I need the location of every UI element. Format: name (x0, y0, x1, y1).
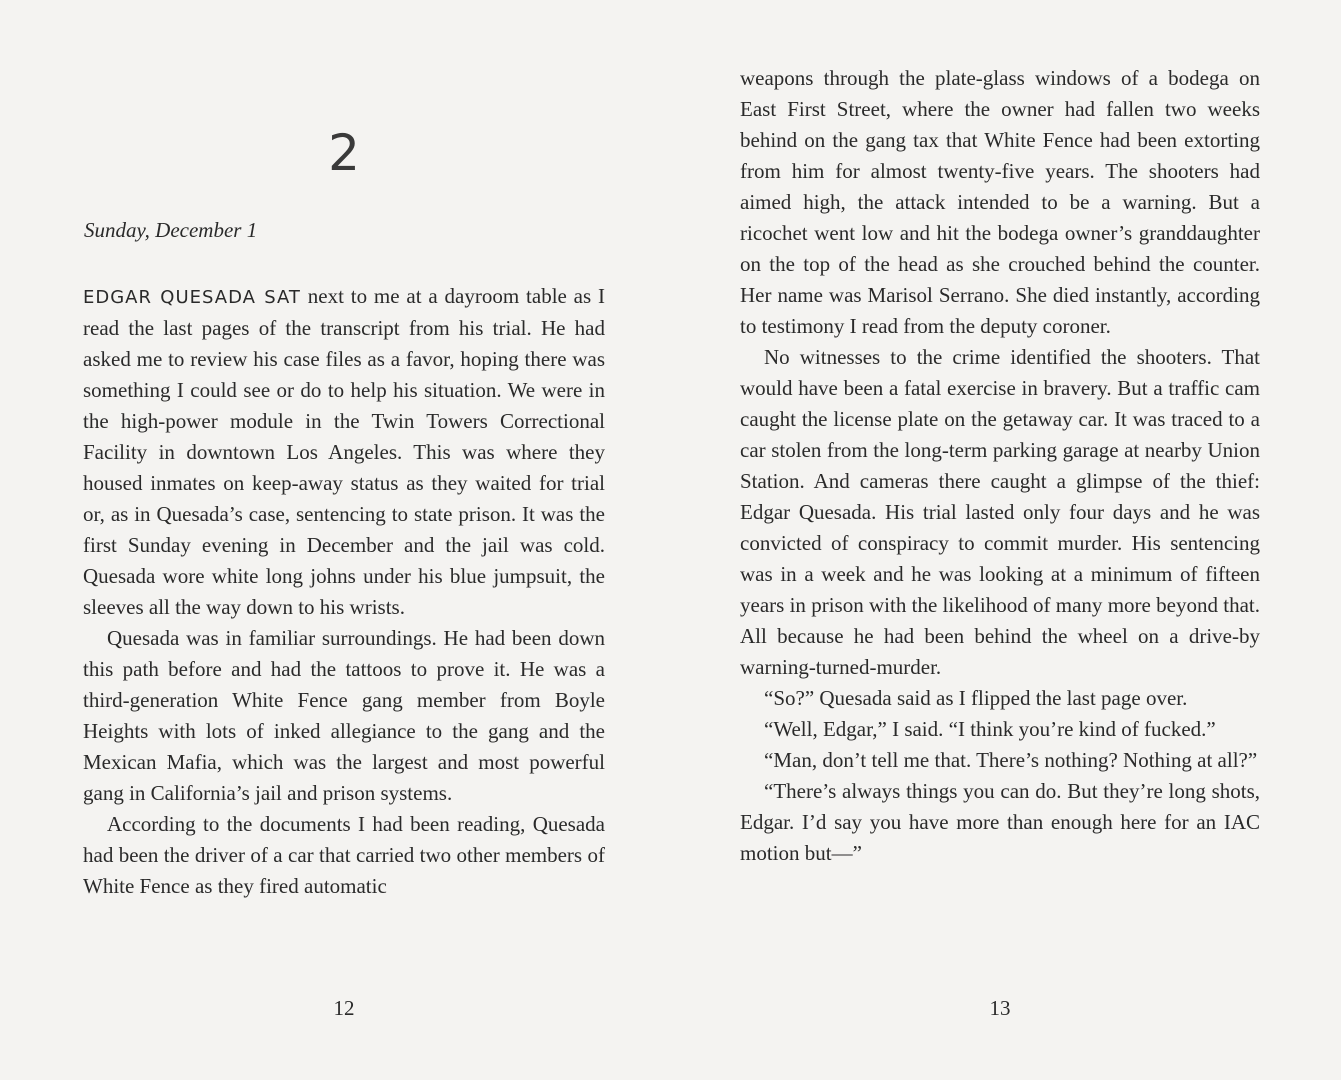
paragraph (83, 281, 605, 623)
paragraph-text: next to me at a dayroom table as I read the last pages of the transcript from his trial. He had asked me to review his case files as a favor, hoping there was something I could see or do to help his situation. We were in the high-power module in the Twin Towers Correctional Facility in downtown Los Angeles. This was where they housed inmates on keep-away status as they waited for trial or, as in Quesada’s case, sentencing to state prison. It was the first Sunday evening in December and the jail was cold. Quesada wore white long johns under his blue jumpsuit, the sleeves all the way down to his wrists. (83, 284, 605, 619)
chapter-number: 2 (328, 124, 360, 182)
chapter-dateline: Sunday, December 1 (84, 218, 258, 242)
right-page (740, 0, 1260, 1080)
paragraph: Quesada was in familiar surroundings. He had been down this path before and had the tattoos to prove it. He was a third-generation White Fence gang member from Boyle Heights with lots of inked allegiance to the gang and the Mexican Mafia, which was the largest and most powerful gang in California’s jail and prison systems. (83, 626, 605, 805)
opening-words: EDGAR QUESADA SAT (83, 287, 301, 308)
paragraph: “There’s always things you can do. But they’re long shots, Edgar. I’d say you have more than enough here for an IAC motion but—” (740, 779, 1260, 865)
page-number: 12 (333, 996, 355, 1020)
left-page-body (83, 281, 605, 902)
paragraph: “Man, don’t tell me that. There’s nothing? Nothing at all?” (764, 748, 1258, 772)
paragraph: “Well, Edgar,” I said. “I think you’re kind of fucked.” (764, 717, 1216, 741)
paragraph: “So?” Quesada said as I flipped the last page over. (764, 686, 1188, 710)
paragraph: According to the documents I had been reading, Quesada had been the driver of a car that carried two other members of White Fence as they fired automatic (83, 812, 605, 898)
page-number: 13 (989, 996, 1011, 1020)
left-page (83, 0, 605, 1080)
paragraph: No witnesses to the crime identified the shooters. That would have been a fatal exercise in bravery. But a traffic cam caught the license plate on the getaway car. It was traced to a car stolen from the long-term parking garage at nearby Union Station. And cameras there caught a glimpse of the thief: Edgar Quesada. His trial lasted only four days and he was convicted of conspiracy to commit murder. His sentencing was in a week and he was looking at a minimum of fifteen years in prison with the likelihood of many more beyond that. All because he had been behind the wheel on a drive-by warning-turned-murder. (740, 345, 1260, 679)
paragraph: weapons through the plate-glass windows of a bodega on East First Street, where the owner had fallen two weeks behind on the gang tax that White Fence had been extorting from him for almost twenty-five years. The shooters had aimed high, the attack intended to be a warning. But a ricochet went low and hit the bodega owner’s granddaughter on the top of the head as she crouched behind the counter. Her name was Marisol Serrano. She died instantly, according to testimony I read from the deputy coroner. (740, 66, 1260, 338)
right-page-body (740, 63, 1260, 869)
